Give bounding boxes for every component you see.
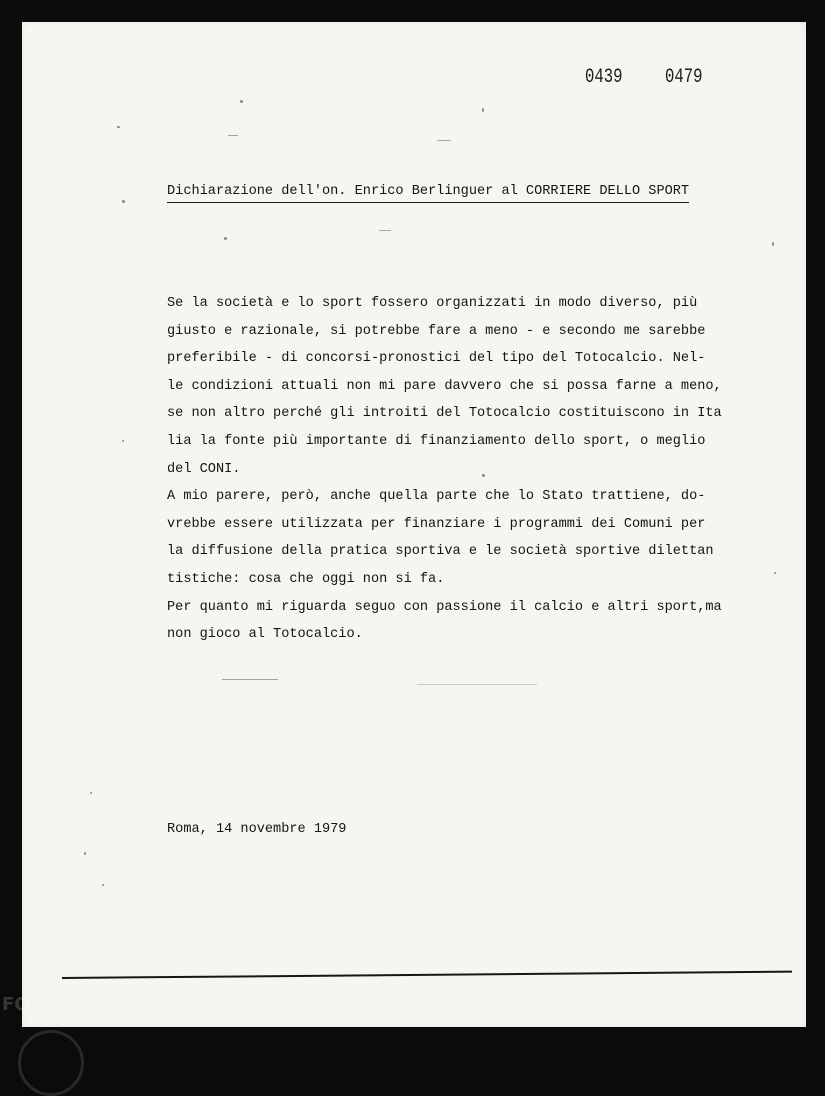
document-title: Dichiarazione dell'on. Enrico Berlinguer al CORRIERE DELLO SPORT: [167, 183, 689, 203]
watermark-ring: [18, 1030, 84, 1096]
statement-line: preferibile - di concorsi-pronostici del tipo del Totocalcio. Nel-: [167, 351, 706, 367]
statement-line: lia la fonte più importante di finanziamento dello sport, o meglio: [167, 433, 706, 449]
paper-smudge: [417, 684, 537, 685]
statement-line: vrebbe essere utilizzata per finanziare i programmi dei Comuni per: [167, 516, 706, 532]
paper-smudge: [222, 679, 278, 680]
paper-speck: [84, 852, 86, 855]
svg-text:FO: FO: [2, 994, 30, 1014]
paper-speck: [240, 100, 243, 103]
paper-speck: [122, 440, 124, 442]
archive-number-second: 0479: [665, 66, 703, 89]
paper-smudge: [228, 135, 238, 136]
paper-smudge: [379, 230, 391, 231]
date-line: Roma, 14 novembre 1979: [167, 822, 347, 837]
statement-line: non gioco al Totocalcio.: [167, 627, 363, 643]
statement-line: giusto e razionale, si potrebbe fare a meno - e secondo me sarebbe: [167, 323, 706, 339]
archive-watermark-icon: [2, 992, 46, 1014]
paper-speck: [90, 792, 92, 794]
statement-line: la diffusione della pratica sportiva e le società sportive dilettan: [167, 544, 714, 560]
paper-speck: [772, 242, 774, 246]
paper-speck: [117, 126, 120, 128]
statement-line: tistiche: cosa che oggi non si fa.: [167, 571, 445, 587]
archive-number-first: 0439: [585, 66, 623, 89]
statement-body: [167, 290, 727, 649]
statement-line: del CONI.: [167, 461, 241, 477]
paper-speck: [482, 108, 484, 112]
paper-speck: [122, 200, 125, 203]
statement-line: le condizioni attuali non mi pare davvero che si possa farne a meno,: [167, 378, 722, 394]
document-page: [22, 22, 806, 1027]
statement-line: A mio parere, però, anche quella parte che lo Stato trattiene, do-: [167, 489, 706, 505]
statement-line: Per quanto mi riguarda seguo con passione il calcio e altri sport,ma: [167, 599, 722, 615]
paper-speck: [774, 572, 776, 574]
paper-speck: [102, 884, 104, 886]
bottom-rule: [62, 971, 792, 979]
statement-line: Se la società e lo sport fossero organizzati in modo diverso, più: [167, 296, 698, 311]
paper-speck: [224, 237, 227, 240]
paper-smudge: [437, 140, 451, 141]
statement-line: se non altro perché gli introiti del Totocalcio costituiscono in Ita: [167, 406, 722, 422]
